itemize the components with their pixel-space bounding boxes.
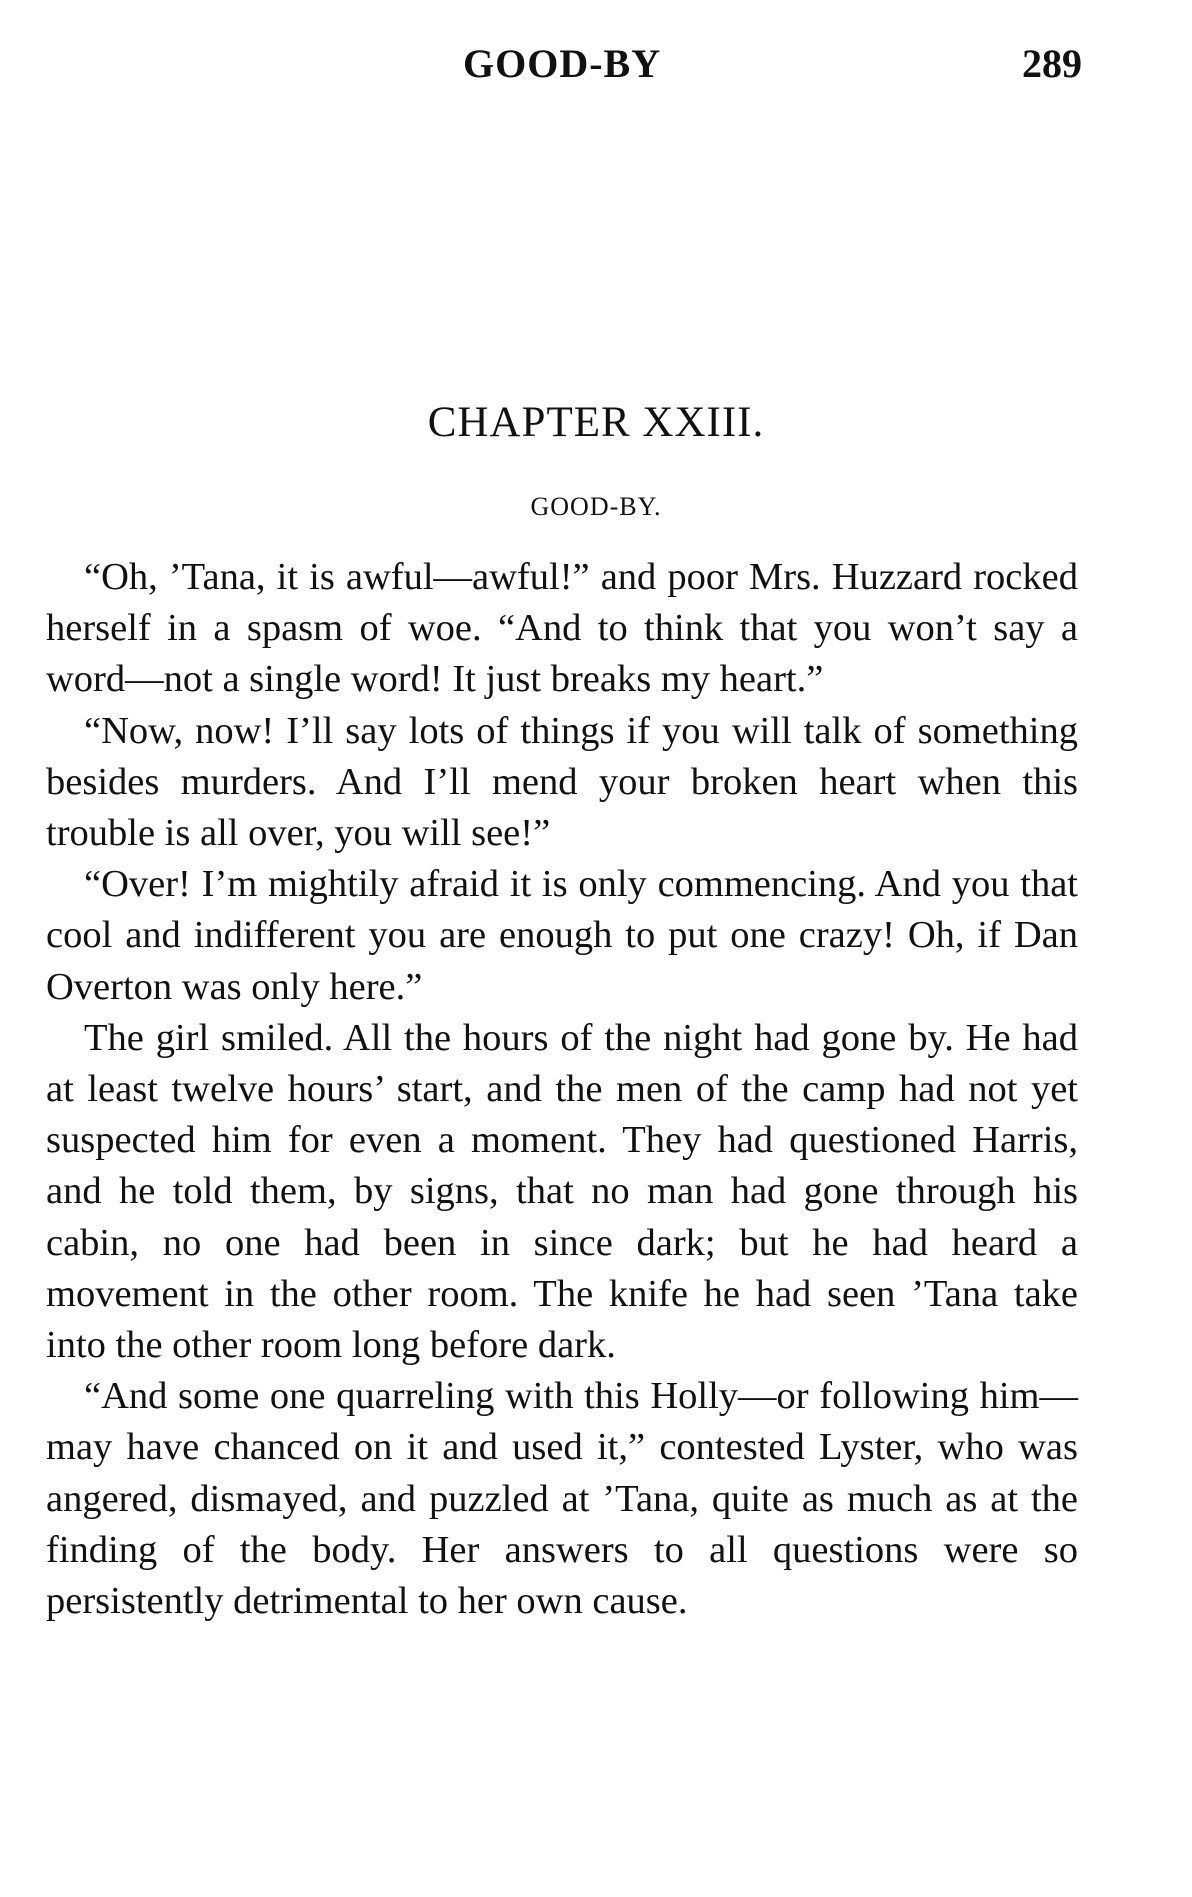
paragraph: “Oh, ’Tana, it is awful—awful!” and poor Mrs. Huzzard rocked herself in a spasm of woe. “And to think that you won’t say a word—not a single word! It just breaks my heart.” (46, 556, 1078, 701)
chapter-subtitle: GOOD-BY. (530, 492, 662, 521)
paragraph: “And some one quarreling with this Holly—or following him—may have chanced on it and used it,” contested Lyster, who was angered, dismayed, and puzzled at ’Tana, quite as much as at the finding of the body. Her answers to all questions were so persistently detrimental to her own cause. (46, 1375, 1078, 1623)
paragraph: The girl smiled. All the hours of the night had gone by. He had at least twelve hours’ start, and the men of the camp had not yet suspected him for even a moment. They had questioned Harris, and he told them, by signs, that no man had gone through his cabin, no one had been in since dark; but he had heard a movement in the other room. The knife he had seen ’Tana take into the other room long before dark. (46, 1016, 1078, 1367)
page-number: 289 (1022, 41, 1082, 86)
paragraph: “Now, now! I’ll say lots of things if you will talk of something besides murders. And I’ll mend your broken heart when this trouble is all over, you will see!” (46, 709, 1078, 855)
running-title: GOOD-BY (463, 41, 662, 86)
chapter-heading: CHAPTER XXIII. (427, 399, 765, 446)
paragraph: “Over! I’m mightily afraid it is only commencing. And you that cool and indifferent you are enough to put one crazy! Oh, if Dan Overton was only here.” (46, 863, 1078, 1008)
running-head (0, 40, 1192, 100)
body-text (46, 552, 1078, 1627)
